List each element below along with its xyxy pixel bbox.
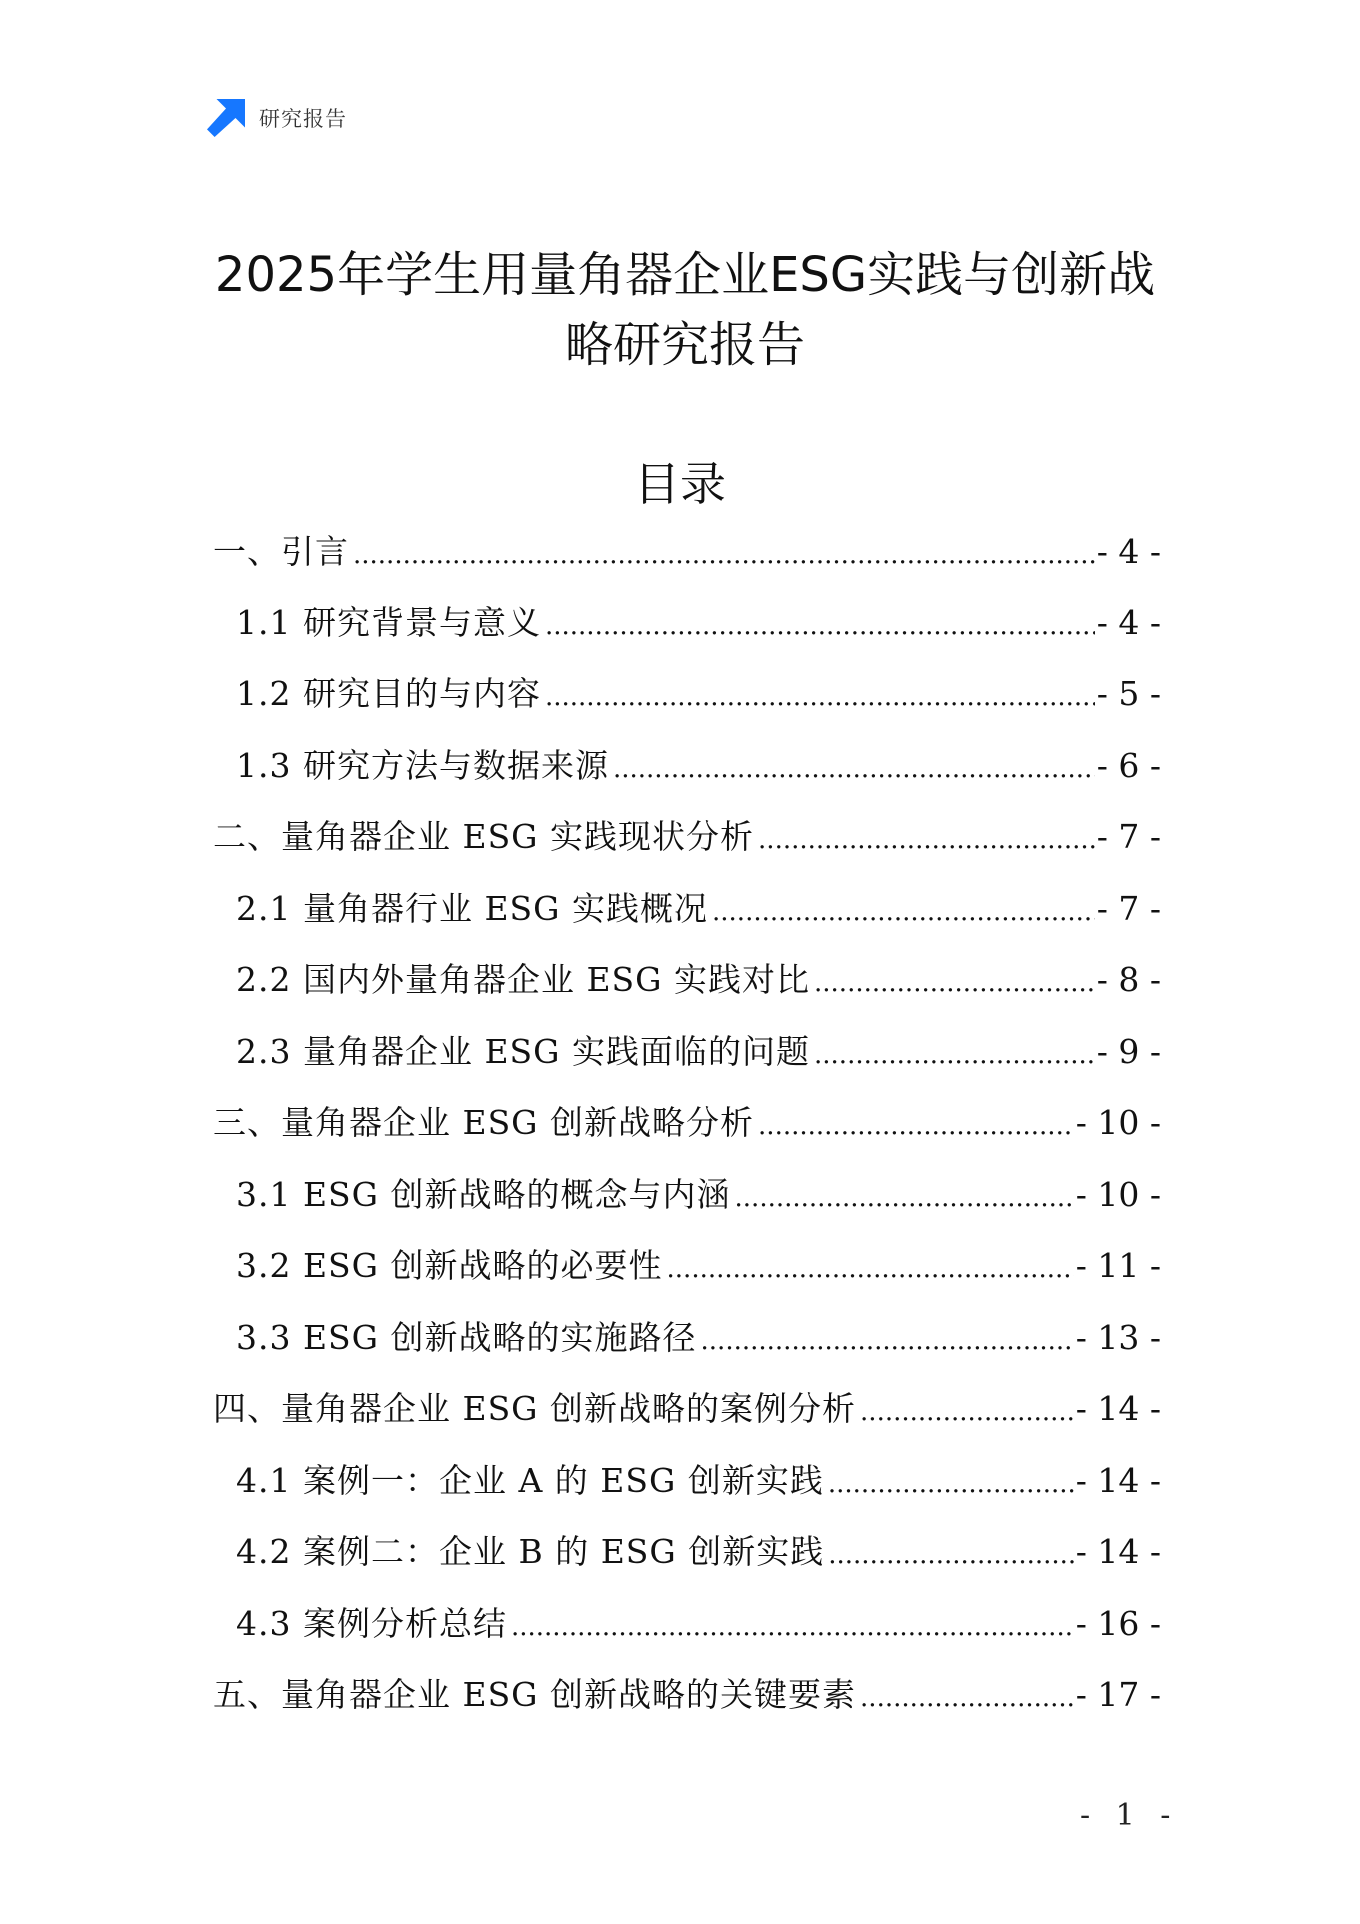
toc-entry[interactable] — [236, 1312, 1161, 1364]
toc-entry[interactable] — [213, 811, 1161, 863]
toc-entry[interactable] — [236, 1526, 1161, 1578]
toc-entry-page: - 5 - — [1096, 674, 1161, 713]
toc-entry-page: - 14 - — [1075, 1532, 1161, 1571]
toc-leader-dots — [511, 1601, 1074, 1653]
toc-entry-page: - 10 - — [1075, 1175, 1161, 1214]
toc-entry-label: 2.3 量角器企业 ESG 实践面临的问题 — [236, 1032, 811, 1071]
toc-entry-page: - 17 - — [1075, 1675, 1161, 1714]
report-header — [207, 98, 347, 138]
toc-entry[interactable] — [213, 526, 1161, 578]
toc-entry[interactable] — [236, 597, 1161, 649]
toc-leader-dots — [701, 1315, 1074, 1367]
toc-entry[interactable] — [236, 1455, 1161, 1507]
toc-heading: 目录 — [634, 457, 726, 511]
toc-entry[interactable] — [236, 954, 1161, 1006]
toc-entry-page: - 14 - — [1075, 1461, 1161, 1500]
toc-leader-dots — [613, 743, 1095, 795]
toc-entry-label: 3.1 ESG 创新战略的概念与内涵 — [236, 1175, 731, 1214]
toc-entry-page: - 10 - — [1075, 1103, 1161, 1142]
toc-entry-page: - 6 - — [1096, 746, 1161, 785]
toc-entry-label: 3.3 ESG 创新战略的实施路径 — [236, 1318, 697, 1357]
toc-entry[interactable] — [236, 1169, 1161, 1221]
toc-entry[interactable] — [236, 1598, 1161, 1650]
toc-entry-label: 2.2 国内外量角器企业 ESG 实践对比 — [236, 960, 811, 999]
document-title-line-2: 略研究报告 — [564, 317, 805, 373]
toc-entry-label: 一、引言 — [213, 532, 349, 571]
toc-entry-page: - 13 - — [1075, 1318, 1161, 1357]
toc-entry[interactable] — [213, 1383, 1161, 1435]
toc-entry-label: 4.3 案例分析总结 — [236, 1604, 507, 1643]
toc-leader-dots — [545, 600, 1095, 652]
toc-entry-page: - 4 - — [1096, 603, 1161, 642]
document-title — [200, 240, 1170, 380]
toc-entry-page: - 16 - — [1075, 1604, 1161, 1643]
toc-leader-dots — [860, 1386, 1074, 1438]
toc-entry-label: 1.3 研究方法与数据来源 — [236, 746, 609, 785]
toc-entry-page: - 4 - — [1096, 532, 1161, 571]
toc-entry[interactable] — [236, 740, 1161, 792]
toc-entry[interactable] — [213, 1669, 1161, 1721]
toc-entry-label: 三、量角器企业 ESG 创新战略分析 — [213, 1103, 755, 1142]
toc-entry-label: 二、量角器企业 ESG 实践现状分析 — [213, 817, 755, 856]
toc-entry-page: - 7 - — [1096, 817, 1161, 856]
toc-entry-label: 4.2 案例二：企业 B 的 ESG 创新实践 — [236, 1532, 825, 1571]
toc-entry-page: - 11 - — [1075, 1246, 1161, 1285]
toc-entry[interactable] — [236, 1026, 1161, 1078]
toc-entry-label: 2.1 量角器行业 ESG 实践概况 — [236, 889, 709, 928]
toc-leader-dots — [353, 529, 1095, 581]
toc-leader-dots — [828, 1529, 1073, 1581]
toc-entry-label: 四、量角器企业 ESG 创新战略的案例分析 — [213, 1389, 857, 1428]
toc-entry-label: 1.2 研究目的与内容 — [236, 674, 541, 713]
toc-leader-dots — [860, 1672, 1074, 1724]
header-label: 研究报告 — [259, 107, 347, 131]
toc-leader-dots — [735, 1172, 1074, 1224]
toc-entry[interactable] — [213, 1097, 1161, 1149]
toc-entry-label: 1.1 研究背景与意义 — [236, 603, 541, 642]
page-number: - 1 - — [1080, 1798, 1179, 1833]
toc-leader-dots — [814, 1029, 1095, 1081]
toc-entry-page: - 14 - — [1075, 1389, 1161, 1428]
toc-leader-dots — [758, 1100, 1074, 1152]
toc-entry-page: - 8 - — [1096, 960, 1161, 999]
toc-entry-page: - 7 - — [1096, 889, 1161, 928]
toc-entry[interactable] — [236, 1240, 1161, 1292]
document-title-line-1: 2025年学生用量角器企业ESG实践与创新战 — [214, 247, 1156, 303]
toc-entry-label: 3.2 ESG 创新战略的必要性 — [236, 1246, 663, 1285]
toc-entry-label: 五、量角器企业 ESG 创新战略的关键要素 — [213, 1675, 857, 1714]
toc-entry[interactable] — [236, 883, 1161, 935]
toc-leader-dots — [667, 1243, 1074, 1295]
toc-leader-dots — [712, 886, 1095, 938]
toc-leader-dots — [545, 671, 1095, 723]
toc-leader-dots — [828, 1458, 1074, 1510]
arrow-up-right-icon — [207, 99, 245, 137]
toc-entry[interactable] — [236, 668, 1161, 720]
toc-leader-dots — [758, 814, 1095, 866]
toc-entry-page: - 9 - — [1096, 1032, 1161, 1071]
toc-leader-dots — [814, 957, 1095, 1009]
toc-entry-label: 4.1 案例一：企业 A 的 ESG 创新实践 — [236, 1461, 824, 1500]
